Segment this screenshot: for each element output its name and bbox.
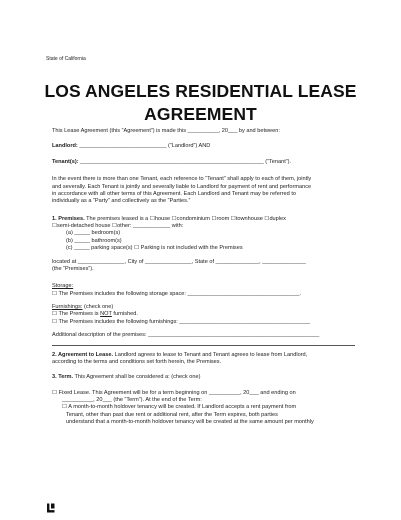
tenants-rest: ___________________________________________________________ (“Tenant”). xyxy=(78,158,292,165)
tenants-paragraph-line: in accordance with all other terms of this Agreement. Each Landlord and Tenant may be referred to xyxy=(52,190,296,197)
landlord-line xyxy=(46,143,355,150)
section-divider xyxy=(52,345,355,346)
tenants-paragraph-line: In the event there is more than one Tenant, each reference to “Tenant” shall apply to each of them, jointly xyxy=(52,176,312,183)
premises-types: The premises leased is a ☐house ☐condominium ☐room ☐townhouse ☐duplex xyxy=(84,215,286,222)
landlord-label: Landlord: xyxy=(52,143,78,150)
storage-heading: Storage: xyxy=(52,283,74,290)
furnishings-heading: Furnishings: xyxy=(52,304,83,310)
title-line-2: AGREEMENT xyxy=(144,104,257,124)
tenants-paragraph xyxy=(46,176,355,206)
term-heading: 3. Term. xyxy=(52,374,74,381)
fixed-lease-line-1: ☐ Fixed Lease. This Agreement will be for a term beginning on __________, 20___ and ending on xyxy=(52,389,296,396)
premises-line-1 xyxy=(52,216,355,223)
premises-parking: (c) _____ parking space(s) ☐ Parking is not included with the Premises xyxy=(66,245,243,252)
furnishings-item-2: ☐ The Premises includes the following furnishings: __________________________________________ xyxy=(52,318,311,325)
term-line-1 xyxy=(52,374,355,381)
holdover-option-line-1: ☐ A month-to-month holdover tenancy will be created. If Landlord accepts a rent payment from xyxy=(62,404,297,411)
state-label: State of California xyxy=(46,56,86,62)
furnishings-item-1-post: furnished. xyxy=(111,311,138,318)
term-text: This Agreement shall be considered a: (check one) xyxy=(73,374,201,381)
tenants-paragraph-line: individually as a “Party” and collectively as the “Parties.” xyxy=(52,198,191,205)
additional-description: Additional description of the premises: _______________________________________________________ xyxy=(52,332,320,339)
furnishings-item-1 xyxy=(52,311,355,318)
tenants-paragraph-line: and severally. Each Tenant is jointly and severally liable to Landlord for payment of rent and performance xyxy=(52,183,312,190)
tenants-line xyxy=(46,159,355,166)
holdover-option-line-3: understand that a month-to-month holdover tenancy will be created at the same amount per monthly xyxy=(66,419,314,426)
furnishings-note: (check one) xyxy=(82,304,114,310)
premises-section xyxy=(46,216,355,274)
document-logo-icon xyxy=(46,503,56,513)
intro-line: This Lease Agreement (this “Agreement”) is made this __________, 20___ by and between: xyxy=(52,128,280,134)
premises-line-2: ☐semi-detached house ☐other: ____________ with: xyxy=(52,223,184,229)
premises-bathrooms: (b) _____ bathroom(s) xyxy=(66,237,122,244)
tenants-label: Tenant(s): xyxy=(52,158,79,165)
document-title xyxy=(30,80,371,126)
premises-bedrooms: (a) _____ bedroom(s) xyxy=(66,230,121,237)
premises-location: located at _______________, City of _______________, State of ______________, ______________ xyxy=(52,258,306,265)
storage-item: ☐ The Premises includes the following storage space: ____________________________________. xyxy=(52,290,302,297)
holdover-option-line-2: Tenant, other than past due rent or additional rent, after the Term expires, both parties xyxy=(66,411,278,418)
agreement-section xyxy=(46,352,355,367)
storage-section xyxy=(46,283,355,298)
document-body xyxy=(46,128,355,427)
premises-location-end: (the “Premises”). xyxy=(52,265,94,272)
premises-heading: 1. Premises. xyxy=(52,215,85,222)
agreement-text: Landlord agrees to lease to Tenant and Tenant agrees to lease from Landlord, xyxy=(113,351,308,358)
agreement-heading: 2. Agreement to Lease. xyxy=(52,351,114,358)
furnishings-item-1-not: NOT xyxy=(100,311,112,318)
furnishings-section xyxy=(46,304,355,340)
furnishings-item-1-pre: ☐ The Premises is xyxy=(52,311,101,318)
term-section xyxy=(46,374,355,426)
agreement-line-2: according to the terms and conditions set forth herein, the Premises. xyxy=(52,358,222,365)
landlord-rest: ____________________________ (“Landlord”) AND xyxy=(77,143,211,150)
title-line-1: LOS ANGELES RESIDENTIAL LEASE xyxy=(44,81,357,101)
agreement-line-1 xyxy=(52,352,355,359)
fixed-lease-line-2: __________, 20___ (the “Term”). At the end of the Term: xyxy=(62,397,202,403)
